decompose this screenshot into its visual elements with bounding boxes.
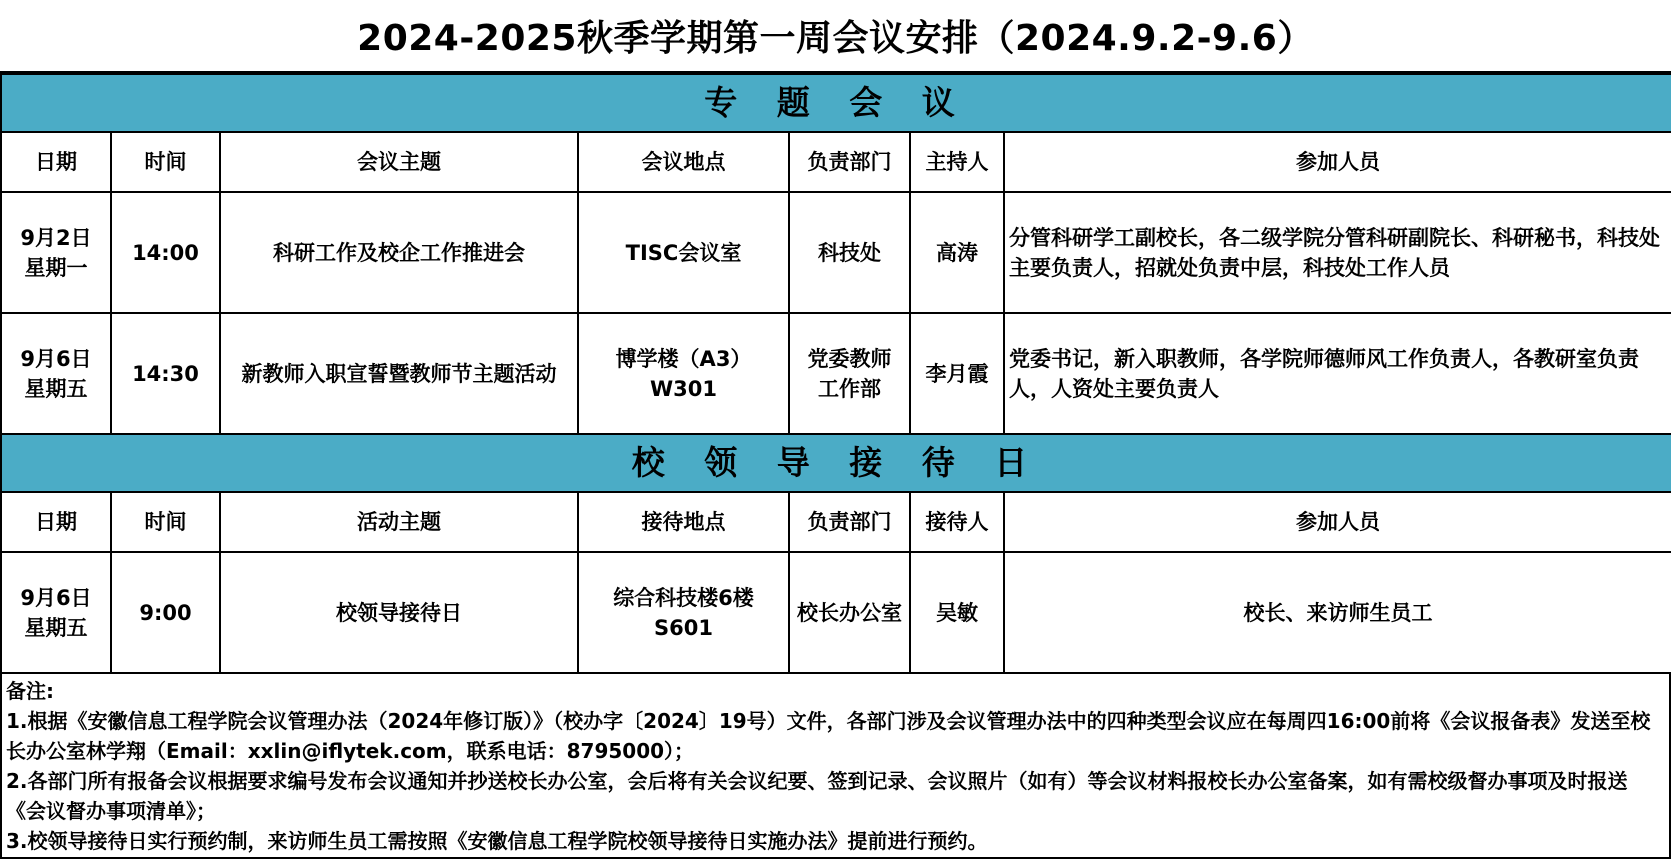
reception-header-row — [1, 492, 1671, 552]
note-item: 3.校领导接待日实行预约制，来访师生员工需按照《安徽信息工程学院校领导接待日实施办法》提前进行预约。 — [6, 829, 988, 853]
meetings-section-title: 专 题 会 议 — [1, 74, 1671, 132]
col-header-topic: 会议主题 — [220, 132, 578, 192]
col-header-attendees: 参加人员 — [1004, 132, 1671, 192]
col-header-location: 会议地点 — [578, 132, 789, 192]
notes-heading: 备注: — [6, 679, 54, 703]
attendees-cell: 校长、来访师生员工 — [1004, 552, 1671, 673]
reception-section-title: 校 领 导 接 待 日 — [1, 434, 1671, 492]
table-row — [1, 192, 1671, 313]
col-header-time: 时间 — [111, 132, 220, 192]
host-cell: 吴敏 — [910, 552, 1004, 673]
page-title: 2024-2025秋季学期第一周会议安排（2024.9.2-9.6） — [0, 0, 1671, 73]
date-cell: 9月2日 星期一 — [1, 192, 111, 313]
location-cell: 博学楼（A3） W301 — [578, 313, 789, 434]
col-header-activity: 活动主题 — [220, 492, 578, 552]
topic-cell: 科研工作及校企工作推进会 — [220, 192, 578, 313]
host-cell: 李月霞 — [910, 313, 1004, 434]
col-header-dept: 负责部门 — [789, 492, 910, 552]
col-header-date: 日期 — [1, 132, 111, 192]
col-header-host: 主持人 — [910, 132, 1004, 192]
schedule-table — [0, 73, 1671, 674]
host-cell: 高涛 — [910, 192, 1004, 313]
attendees-cell: 分管科研学工副校长，各二级学院分管科研副院长、科研秘书，科技处主要负责人，招就处负责中层，科技处工作人员 — [1004, 192, 1671, 313]
meetings-header-row — [1, 132, 1671, 192]
location-cell: TISC会议室 — [578, 192, 789, 313]
table-row — [1, 313, 1671, 434]
date-cell: 9月6日 星期五 — [1, 552, 111, 673]
dept-cell: 科技处 — [789, 192, 910, 313]
note-item: 1.根据《安徽信息工程学院会议管理办法（2024年修订版）》（校办字〔2024〕19号）文件，各部门涉及会议管理办法中的四种类型会议应在每周四16:00前将《会议报备表》发送至校长办公室林学翔（Email：xxlin@iflytek.com，联系电话：8795000）； — [6, 709, 1651, 763]
time-cell: 14:00 — [111, 192, 220, 313]
time-cell: 9:00 — [111, 552, 220, 673]
location-cell: 综合科技楼6楼 S601 — [578, 552, 789, 673]
col-header-date: 日期 — [1, 492, 111, 552]
time-cell: 14:30 — [111, 313, 220, 434]
dept-cell: 党委教师 工作部 — [789, 313, 910, 434]
dept-cell: 校长办公室 — [789, 552, 910, 673]
table-row — [1, 552, 1671, 673]
note-item: 2.各部门所有报备会议根据要求编号发布会议通知并抄送校长办公室，会后将有关会议纪要、签到记录、会议照片（如有）等会议材料报校长办公室备案，如有需校级督办事项及时报送《会议督办事项清单》； — [6, 769, 1628, 823]
col-header-time: 时间 — [111, 492, 220, 552]
attendees-cell: 党委书记，新入职教师，各学院师德师风工作负责人，各教研室负责人，人资处主要负责人 — [1004, 313, 1671, 434]
notes-block — [0, 674, 1671, 859]
date-cell: 9月6日 星期五 — [1, 313, 111, 434]
topic-cell: 新教师入职宣誓暨教师节主题活动 — [220, 313, 578, 434]
col-header-dept: 负责部门 — [789, 132, 910, 192]
col-header-attendees: 参加人员 — [1004, 492, 1671, 552]
topic-cell: 校领导接待日 — [220, 552, 578, 673]
col-header-receiver: 接待人 — [910, 492, 1004, 552]
col-header-reception-location: 接待地点 — [578, 492, 789, 552]
